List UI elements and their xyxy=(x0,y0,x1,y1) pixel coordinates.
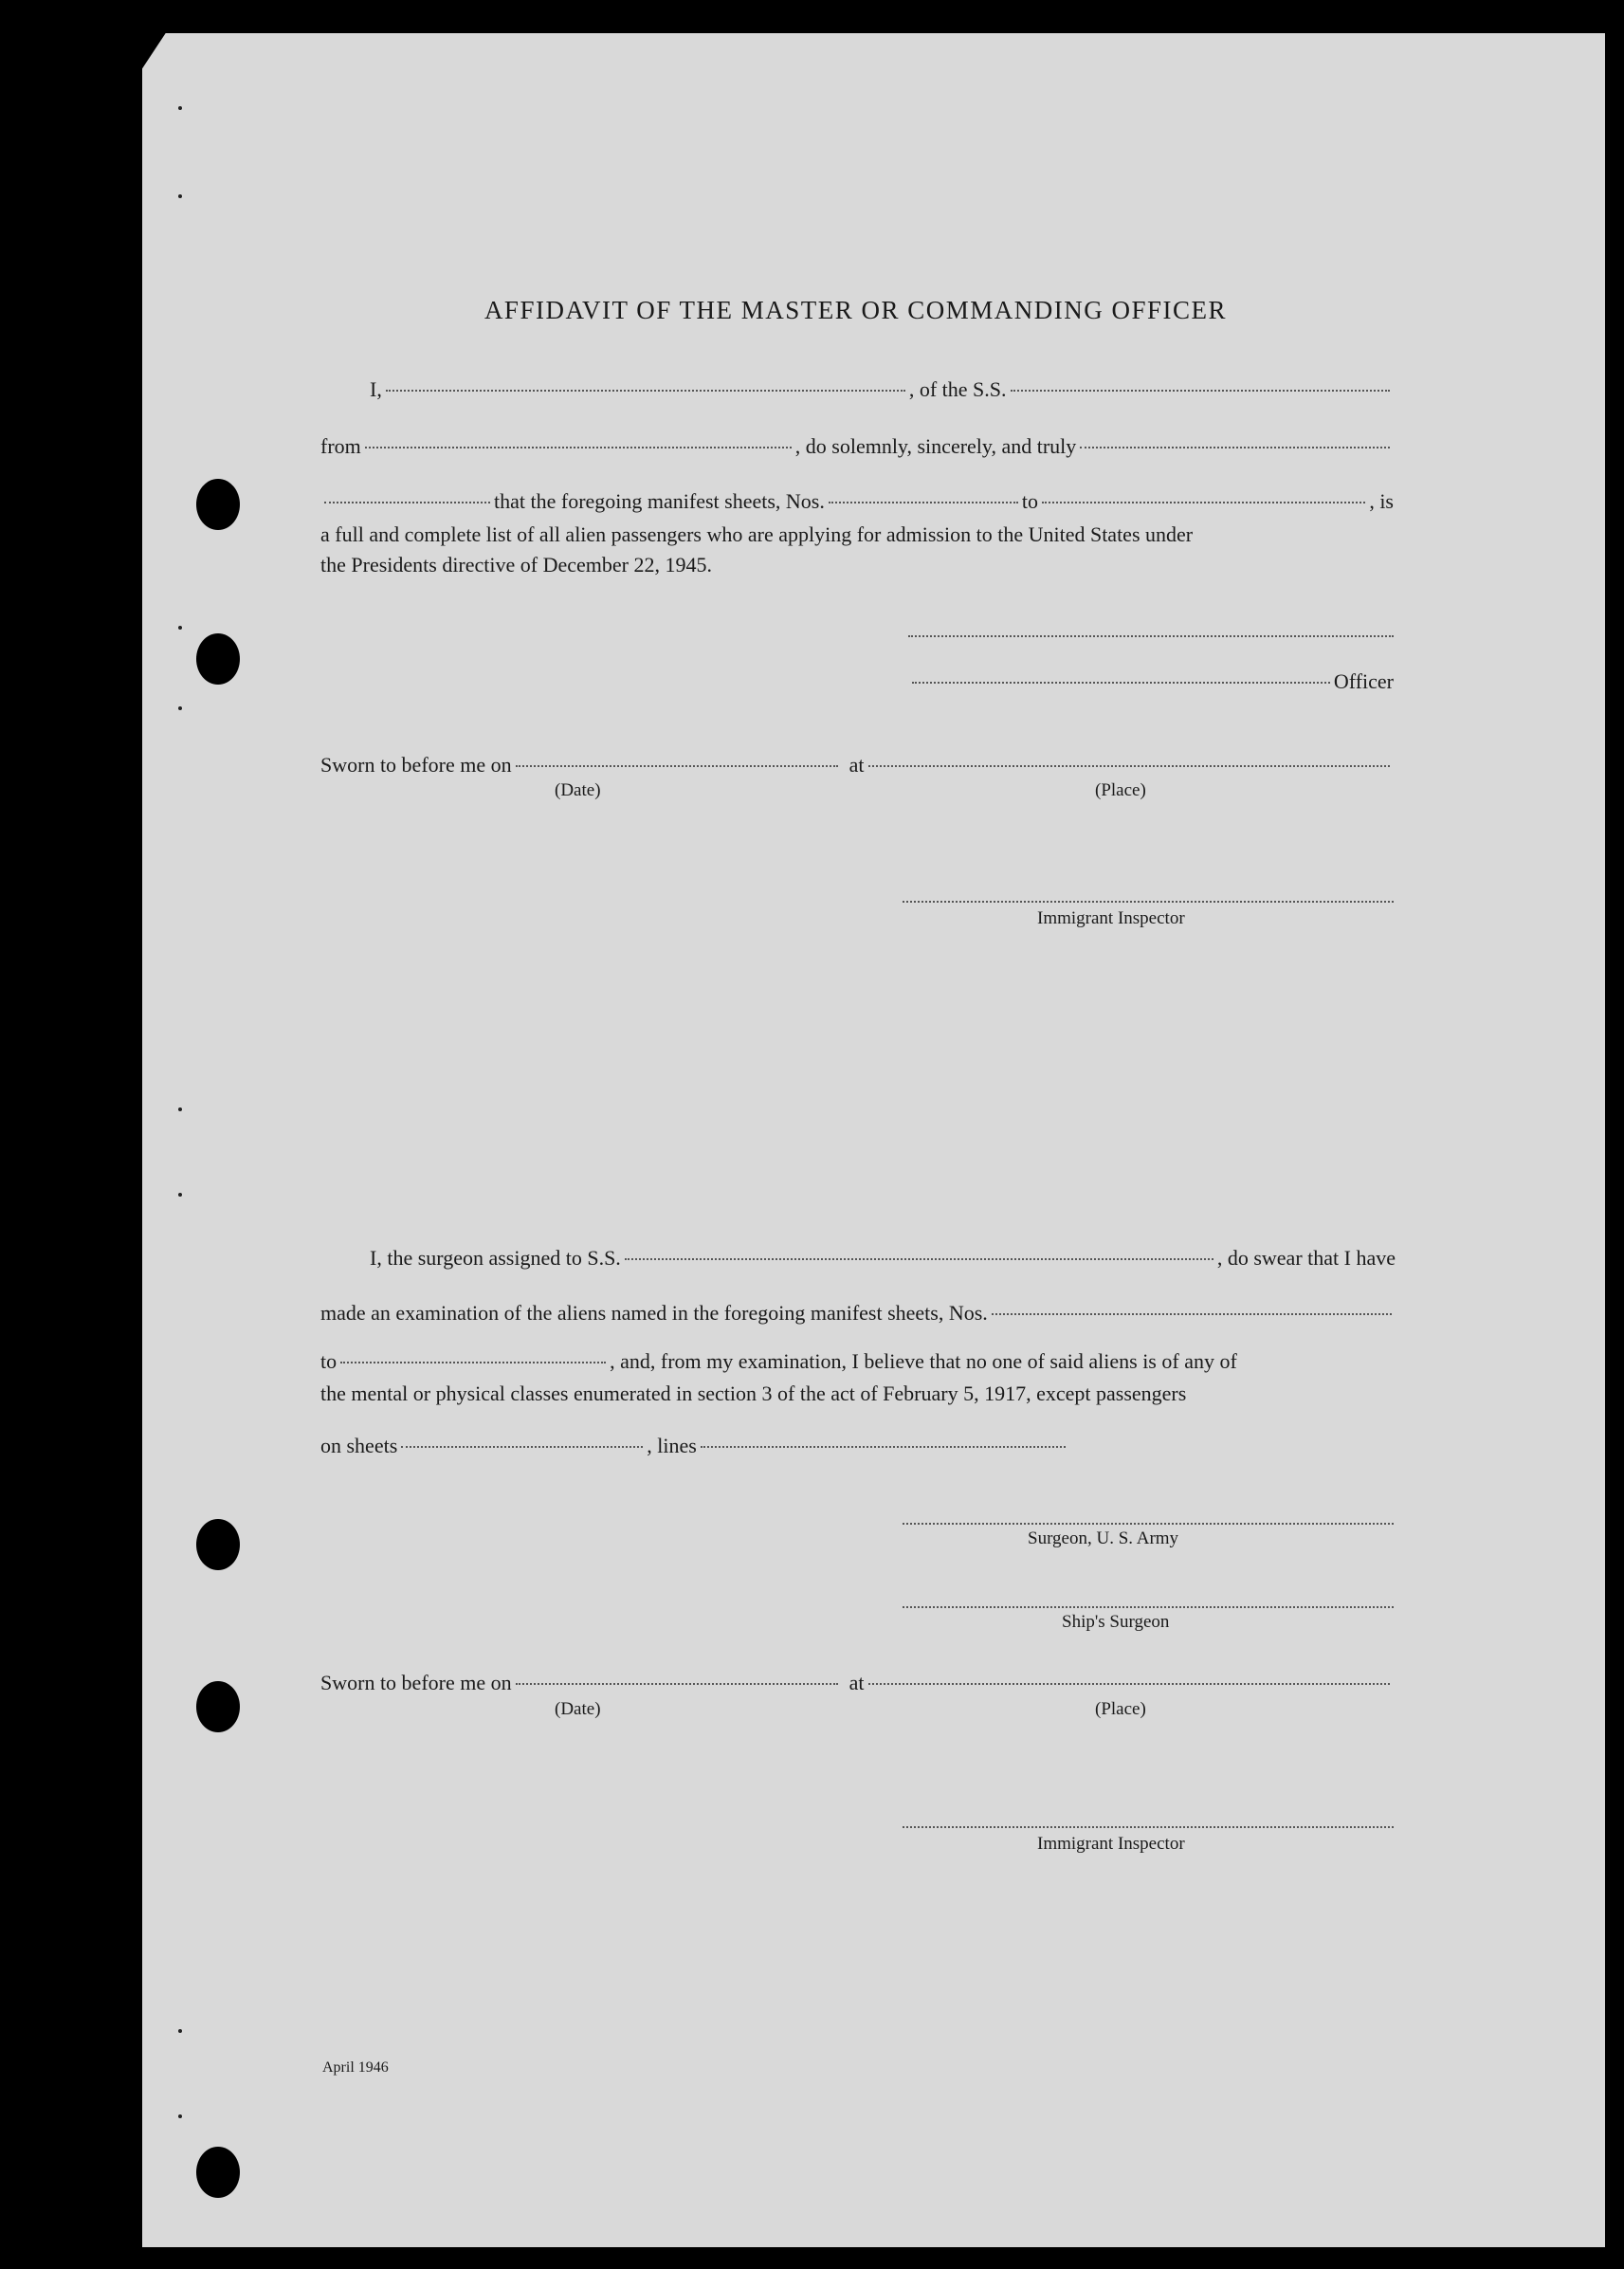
surgeon-line-3 xyxy=(320,1349,1396,1378)
surgeon-line-3-to: to xyxy=(320,1349,338,1373)
surgeon-line-3-text: , and, from my examination, I believe that no one of said aliens is of any of xyxy=(610,1349,1237,1373)
margin-speck xyxy=(178,2029,182,2033)
master-line-3-sheets: that the foregoing manifest sheets, Nos. xyxy=(494,489,825,513)
master-line-1 xyxy=(370,377,1394,406)
margin-speck xyxy=(178,1193,182,1197)
master-signature-line[interactable] xyxy=(908,635,1394,637)
sworn-label-2: Sworn to before me on xyxy=(320,1671,512,1694)
surgeon-sheets-to-field[interactable] xyxy=(340,1362,606,1363)
army-surgeon-caption: Surgeon, U. S. Army xyxy=(1028,1528,1179,1548)
master-from-field[interactable] xyxy=(365,447,792,448)
surgeon-ship-field[interactable] xyxy=(625,1258,1213,1260)
margin-speck xyxy=(178,2114,182,2118)
master-line-2 xyxy=(320,434,1394,463)
master-line-1-ship: , of the S.S. xyxy=(908,377,1007,401)
place-caption-1: (Place) xyxy=(1095,780,1146,800)
surgeon-line-2 xyxy=(320,1301,1396,1329)
date-caption-2: (Date) xyxy=(555,1699,601,1719)
punch-hole xyxy=(196,1681,240,1732)
sworn-place-field-2[interactable] xyxy=(868,1683,1390,1685)
army-surgeon-signature-line[interactable] xyxy=(903,1523,1394,1525)
officer-label: Officer xyxy=(1333,669,1394,693)
surgeon-lines: , lines xyxy=(647,1434,697,1457)
punch-hole xyxy=(196,2147,240,2198)
surgeon-lines-field[interactable] xyxy=(701,1446,1066,1448)
sworn-label-1: Sworn to before me on xyxy=(320,753,512,777)
master-line-1-start: I, xyxy=(370,377,382,401)
sworn-line-2 xyxy=(320,1671,1394,1699)
surgeon-line-1-start: I, the surgeon assigned to S.S. xyxy=(370,1246,621,1270)
inspector-signature-line-2[interactable] xyxy=(903,1826,1394,1828)
surgeon-line-1 xyxy=(370,1246,1396,1274)
master-oath-field[interactable] xyxy=(1080,447,1390,448)
sworn-place-field-1[interactable] xyxy=(868,765,1390,767)
date-caption-1: (Date) xyxy=(555,780,601,800)
punch-hole xyxy=(196,633,240,685)
master-oath-word-field[interactable] xyxy=(324,502,490,503)
inspector-signature-line-1[interactable] xyxy=(903,901,1394,903)
surgeon-line-2-text: made an examination of the aliens named in the foregoing manifest sheets, Nos. xyxy=(320,1301,988,1325)
sworn-date-field-1[interactable] xyxy=(516,765,838,767)
master-line-2-from: from xyxy=(320,434,361,458)
master-line-3-is: , is xyxy=(1369,489,1394,513)
sworn-line-1 xyxy=(320,753,1394,781)
margin-speck xyxy=(178,1107,182,1111)
ships-surgeon-signature-line[interactable] xyxy=(903,1606,1394,1608)
margin-speck xyxy=(178,626,182,630)
master-sheets-from-field[interactable] xyxy=(829,502,1018,503)
master-ship-field[interactable] xyxy=(1011,390,1390,392)
surgeon-statement-line: the mental or physical classes enumerated in section 3 of the act of February 5, 1917, except passengers xyxy=(320,1382,1187,1405)
page-title: AFFIDAVIT OF THE MASTER OR COMMANDING OFFICER xyxy=(484,296,1228,324)
surgeon-line-5 xyxy=(320,1434,1069,1462)
officer-line xyxy=(908,669,1394,698)
place-caption-2: (Place) xyxy=(1095,1699,1146,1719)
master-statement-line-2: the Presidents directive of December 22, 1945. xyxy=(320,553,712,576)
form-date: April 1946 xyxy=(322,2059,389,2076)
punch-hole xyxy=(196,479,240,530)
margin-speck xyxy=(178,194,182,198)
master-line-3 xyxy=(320,489,1394,518)
surgeon-line-1-swear: , do swear that I have xyxy=(1216,1246,1396,1270)
ships-surgeon-caption: Ship's Surgeon xyxy=(1062,1612,1170,1632)
master-statement xyxy=(320,520,1193,580)
surgeon-statement xyxy=(320,1379,1186,1409)
sworn-date-field-2[interactable] xyxy=(516,1683,838,1685)
inspector-caption-2: Immigrant Inspector xyxy=(1037,1834,1185,1854)
master-name-field[interactable] xyxy=(386,390,905,392)
inspector-caption-1: Immigrant Inspector xyxy=(1037,908,1185,928)
sworn-at-1: at xyxy=(848,753,865,777)
officer-signature-field[interactable] xyxy=(912,682,1330,684)
surgeon-sheets-field[interactable] xyxy=(401,1446,643,1448)
surgeon-on-sheets: on sheets xyxy=(320,1434,398,1457)
master-sheets-to-field[interactable] xyxy=(1042,502,1365,503)
master-statement-line-1: a full and complete list of all alien passengers who are applying for admission to the United States under xyxy=(320,522,1194,546)
document-page xyxy=(142,33,1605,2247)
margin-speck xyxy=(178,706,182,710)
margin-speck xyxy=(178,106,182,110)
surgeon-sheets-from-field[interactable] xyxy=(992,1313,1392,1315)
sworn-at-2: at xyxy=(848,1671,865,1694)
punch-hole xyxy=(196,1519,240,1570)
master-line-3-to: to xyxy=(1021,489,1038,513)
master-line-2-swear: , do solemnly, sincerely, and truly xyxy=(794,434,1077,458)
